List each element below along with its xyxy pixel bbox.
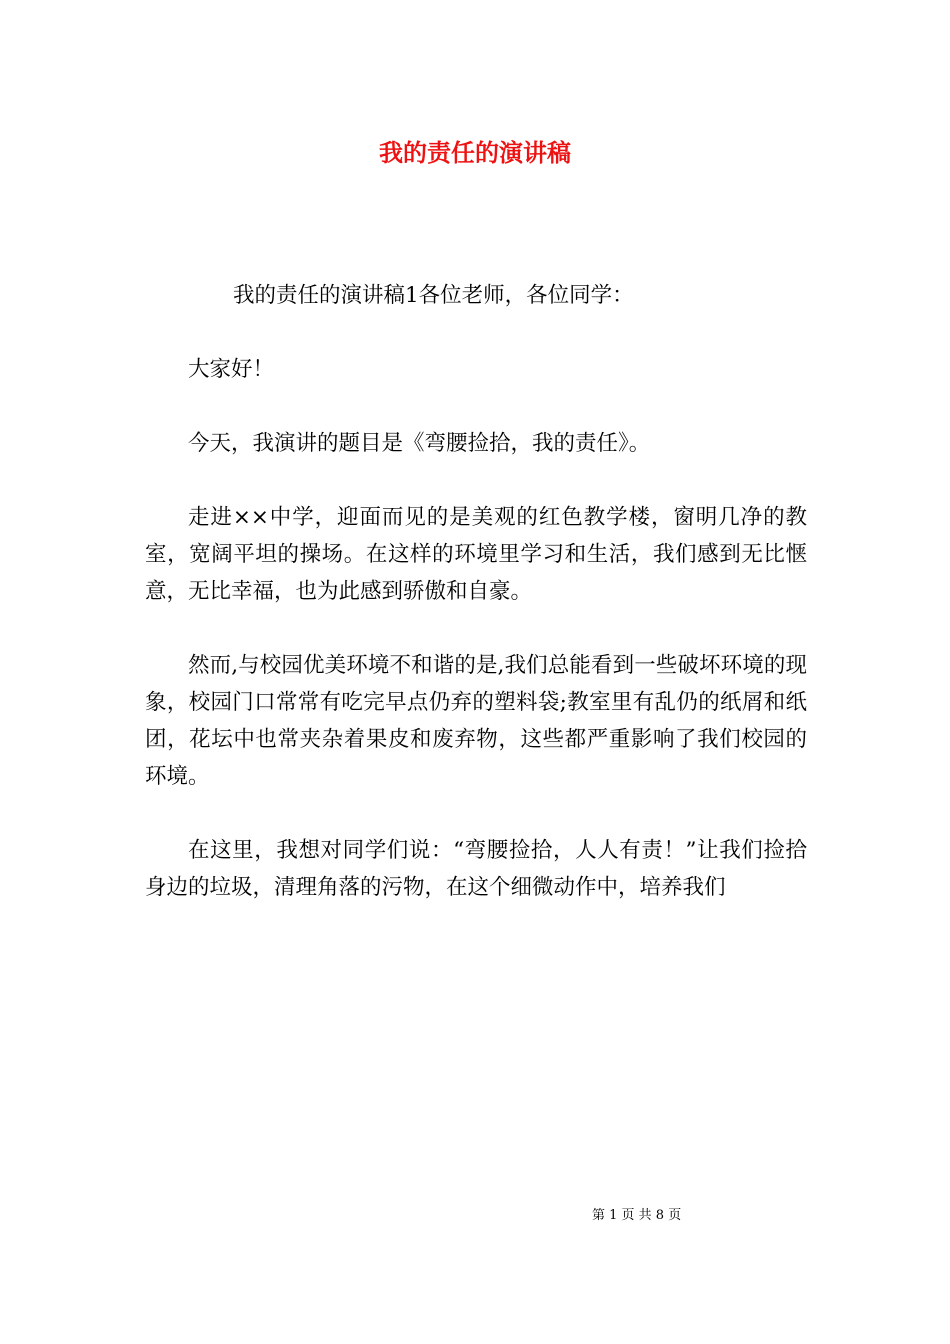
- paragraph: 今天，我演讲的题目是《弯腰捡拾，我的责任》。: [188, 431, 651, 456]
- paragraph: 我的责任的演讲稿1各位老师，各位同学：: [233, 283, 634, 308]
- paragraph: 在这里，我想对同学们说：“弯腰捡拾，人人有责！”让我们捡拾身边的垃圾，清理角落的污物，在这个细微动作中，培养我们: [145, 838, 807, 900]
- document-title: 我的责任的演讲稿: [379, 138, 571, 167]
- document-body: [145, 277, 807, 943]
- page-footer: 第 1 页 共 8 页: [592, 1208, 682, 1223]
- paragraph: 走进××中学，迎面而见的是美观的红色教学楼，窗明几净的教室，宽阔平坦的操场。在这样的环境里学习和生活，我们感到无比惬意，无比幸福，也为此感到骄傲和自豪。: [145, 505, 807, 604]
- paragraph: 大家好！: [188, 357, 275, 382]
- paragraph: 然而,与校园优美环境不和谐的是,我们总能看到一些破坏环境的现象，校园门口常常有吃完早点仍弃的塑料袋;教室里有乱仍的纸屑和纸团，花坛中也常夹杂着果皮和废弃物，这些都严重影响了我们校园的环境。: [145, 653, 807, 789]
